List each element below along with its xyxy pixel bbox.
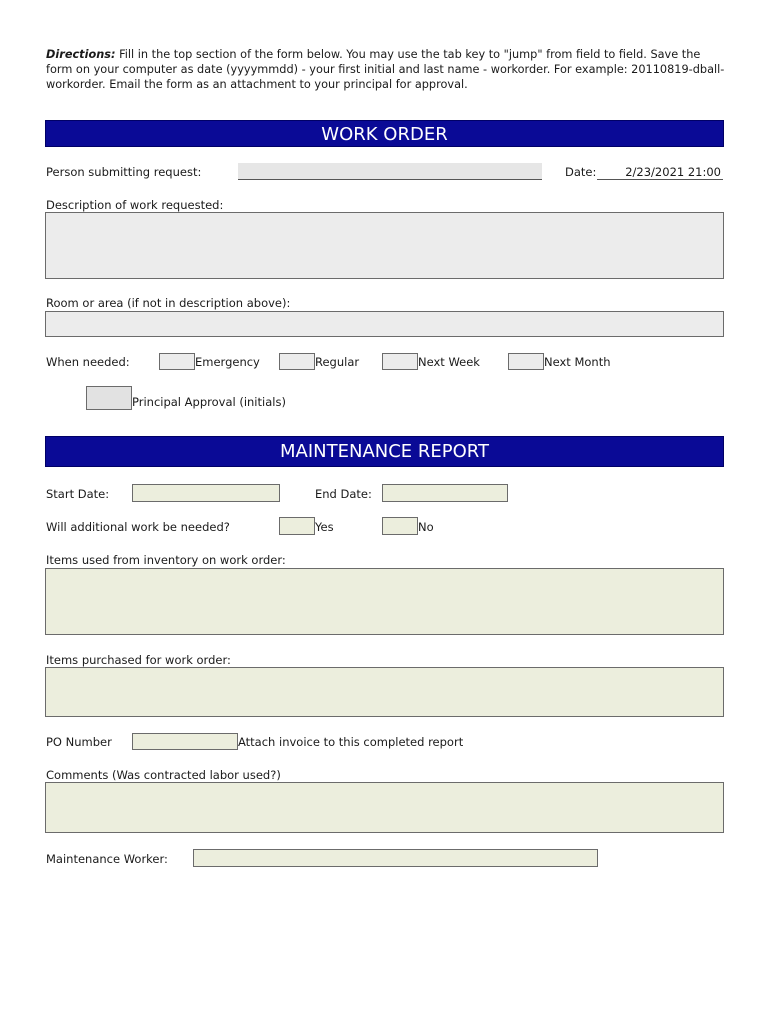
inventory-textarea[interactable] [45, 568, 724, 635]
inventory-label: Items used from inventory on work order: [46, 553, 286, 567]
person-field[interactable] [238, 163, 542, 180]
maintenance-worker-input[interactable] [193, 849, 598, 867]
emergency-checkbox[interactable] [159, 353, 195, 370]
regular-checkbox[interactable] [279, 353, 315, 370]
purchased-label: Items purchased for work order: [46, 653, 231, 667]
po-number-label: PO Number [46, 735, 112, 749]
date-field[interactable] [597, 163, 723, 180]
no-checkbox[interactable] [382, 517, 418, 535]
additional-work-label: Will additional work be needed? [46, 520, 230, 534]
description-label: Description of work requested: [46, 198, 224, 212]
principal-approval-input[interactable] [86, 386, 132, 410]
next-month-checkbox[interactable] [508, 353, 544, 370]
directions-heading: Directions: [46, 48, 116, 61]
start-date-input[interactable] [132, 484, 280, 502]
next-week-label: Next Week [418, 355, 480, 369]
date-label: Date: [565, 165, 597, 179]
regular-label: Regular [315, 355, 360, 369]
no-label: No [418, 520, 434, 534]
date-value: 2/23/2021 21:00 [625, 165, 721, 179]
maintenance-worker-label: Maintenance Worker: [46, 852, 168, 866]
directions-text: Fill in the top section of the form below. You may use the tab key to "jump" from field to field. Save the form on your computer as date (yyyymmdd) - your first initial and last name - workorder. For example: 20110819-dball-workorder. Email the form as an attachment to your principal for approval. [46, 48, 725, 91]
purchased-textarea[interactable] [45, 667, 724, 717]
description-textarea[interactable] [45, 212, 724, 279]
start-date-label: Start Date: [46, 487, 110, 501]
end-date-label: End Date: [315, 487, 372, 501]
room-label: Room or area (if not in description above): [46, 296, 291, 310]
directions-paragraph [46, 47, 726, 92]
po-number-input[interactable] [132, 733, 238, 750]
yes-checkbox[interactable] [279, 517, 315, 535]
when-needed-label: When needed: [46, 355, 130, 369]
emergency-label: Emergency [195, 355, 260, 369]
next-month-label: Next Month [544, 355, 611, 369]
yes-label: Yes [315, 520, 334, 534]
attach-invoice-label: Attach invoice to this completed report [238, 735, 464, 749]
end-date-input[interactable] [382, 484, 508, 502]
comments-textarea[interactable] [45, 782, 724, 833]
comments-label: Comments (Was contracted labor used?) [46, 768, 281, 782]
work-order-banner: WORK ORDER [45, 120, 724, 147]
maintenance-report-banner: MAINTENANCE REPORT [45, 436, 724, 467]
principal-approval-label: Principal Approval (initials) [132, 395, 286, 409]
room-input[interactable] [45, 311, 724, 337]
next-week-checkbox[interactable] [382, 353, 418, 370]
person-label: Person submitting request: [46, 165, 202, 179]
